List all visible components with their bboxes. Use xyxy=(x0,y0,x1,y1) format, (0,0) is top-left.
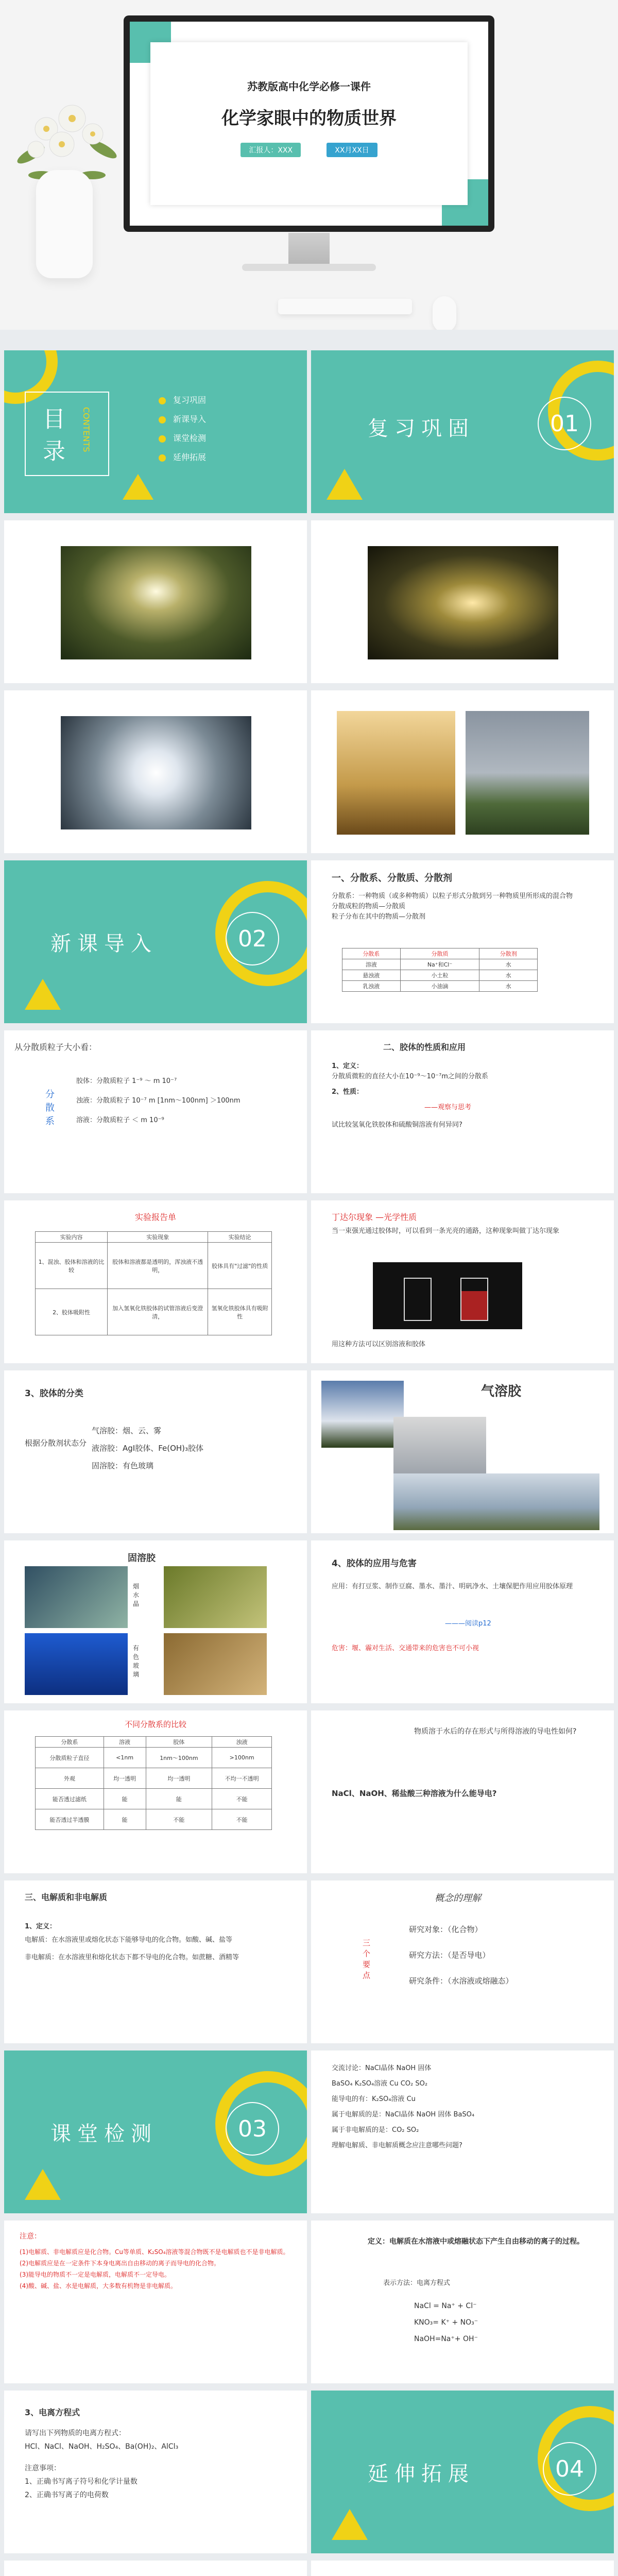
slide-classify xyxy=(4,1030,307,1193)
slide-heading: 一、分散系、分散质、分散剂 xyxy=(332,873,452,884)
monitor-frame xyxy=(124,15,494,232)
table-cell: 分散剂 xyxy=(479,948,538,959)
photo-rainbow-landscape xyxy=(466,711,589,835)
table-cell: 能 xyxy=(104,1809,146,1830)
slide-heading: 概念的理解 xyxy=(435,1893,481,1904)
toc-item[interactable]: 新课导入 xyxy=(159,413,206,425)
cover-title: 化学家眼中的物质世界 xyxy=(221,108,397,129)
section-title: 课堂检测 xyxy=(50,2122,158,2146)
text-line: 分散系：一种物质（或多种物质）以粒子形式分散到另一种物质里所形成的混合物 xyxy=(332,892,573,900)
table-cell: 能 xyxy=(104,1789,146,1809)
classify-basis: 根据分散剂状态分 xyxy=(25,1438,87,1448)
report-table xyxy=(35,1231,272,1335)
slide-heading: 实验报告单 xyxy=(134,1212,176,1222)
toc-item[interactable]: 复习巩固 xyxy=(159,394,206,405)
ionize-method: 表示方法：电离方程式 xyxy=(383,2279,451,2287)
table-cell: 不均一不透明 xyxy=(212,1768,272,1789)
table-cell: 分散质 xyxy=(400,948,479,959)
slide-practice xyxy=(311,2050,614,2213)
table-cell: 外观 xyxy=(36,1768,104,1789)
text-line: 溶液：分散质粒子 ＜ m 10⁻⁹ xyxy=(76,1116,164,1124)
slide-colloid-types xyxy=(4,1370,307,1533)
photo-stained-glass xyxy=(164,1633,267,1695)
slide-equation xyxy=(4,2391,307,2553)
slide-heading: 不同分散系的比较 xyxy=(124,1720,186,1729)
note-line: 2、正确书写离子的电荷数 xyxy=(25,2491,109,2499)
definition-title: 1、定义： xyxy=(332,1062,364,1070)
tyndall-foot: 用这种方法可以区别溶液和胶体 xyxy=(332,1341,426,1348)
slide-question-2 xyxy=(311,2561,614,2576)
note-line: 1、正确书写离子符号和化学计量数 xyxy=(25,2478,138,2486)
slide-section-04 xyxy=(311,2391,614,2553)
table-cell: 分散系 xyxy=(36,1737,104,1748)
photo-label: 有色玻璃 xyxy=(133,1645,140,1678)
slide-heading: 二、胶体的性质和应用 xyxy=(383,1042,466,1052)
photo-golden-sky xyxy=(337,711,455,835)
slide-heading: 气溶胶 xyxy=(481,1384,522,1399)
table-cell: 分散质粒子直径 xyxy=(36,1748,104,1768)
slide-photo-woods xyxy=(311,520,614,683)
table-cell: 均一透明 xyxy=(104,1768,146,1789)
toc-en: CONTENTS xyxy=(81,407,91,452)
toc-title: 目录 xyxy=(39,407,65,471)
monitor-screen-cover-slide xyxy=(130,22,488,226)
slide-concept xyxy=(311,1880,614,2043)
table-cell: 胶体和溶液都是透明的，浑浊液不透明， xyxy=(108,1243,208,1289)
list-item: 研究方法：（是否导电） xyxy=(409,1951,490,1960)
photo-fog-landscape xyxy=(393,1473,599,1530)
notes-title: 注意事项： xyxy=(25,2464,61,2472)
slide-photo-rainbow xyxy=(311,690,614,853)
photo-clouds xyxy=(321,1381,404,1448)
table-cell: 氢氧化铁胶体具有吸附性 xyxy=(208,1289,272,1335)
compare-table xyxy=(35,1736,272,1830)
table-cell: 2、胶体吸附性 xyxy=(36,1289,108,1335)
slide-section-03 xyxy=(4,2050,307,2213)
photo-forest-light-rays xyxy=(61,546,251,659)
table-cell: 不能 xyxy=(212,1809,272,1830)
slide-electrolyte xyxy=(4,1880,307,2043)
text-line: 浊液：分散质粒子 10⁻⁷ m [1nm～100nm] ＞100nm xyxy=(76,1097,241,1105)
cover-presenter-badge: 汇报人：XXX xyxy=(241,143,301,157)
property-title: 2、性质： xyxy=(332,1088,364,1096)
equation: NaCl = Na⁺ + Cl⁻ xyxy=(414,2302,477,2310)
slide-review-dispersion xyxy=(311,860,614,1023)
photo-woods-sunrays xyxy=(368,546,558,659)
table-cell: 不能 xyxy=(212,1789,272,1809)
section-title: 复习巩固 xyxy=(368,417,475,440)
note-line: (3)能导电的物质不一定是电解质，电解质不一定导电。 xyxy=(20,2271,171,2278)
section-number-badge: 01 xyxy=(538,397,591,450)
toc-item[interactable]: 课堂检测 xyxy=(159,432,206,444)
slide-heading: 4、胶体的应用与危害 xyxy=(332,1558,417,1569)
monitor-stand xyxy=(288,233,330,264)
triangle-decoration xyxy=(123,474,153,500)
ionize-definition: 定义：电解质在水溶液中或熔融状态下产生自由移动的离子的过程。 xyxy=(368,2238,584,2246)
section-number-badge: 03 xyxy=(226,2102,279,2156)
table-cell: 实验结论 xyxy=(208,1232,272,1243)
list-item: 液溶胶：AgI胶体、Fe(OH)₃胶体 xyxy=(92,1444,204,1453)
section-title: 延伸拓展 xyxy=(368,2462,475,2486)
slide-tyndall xyxy=(311,1200,614,1363)
equation-prompt: 请写出下列物质的电离方程式： xyxy=(25,2429,126,2437)
table-cell: 能否透过半透膜 xyxy=(36,1809,104,1830)
question-2: NaCl、NaOH、稀盐酸三种溶液为什么能导电? xyxy=(332,1789,497,1798)
table-cell: 不能 xyxy=(146,1809,212,1830)
table-cell: 乳浊液 xyxy=(342,981,401,992)
note-line: (2)电解质应是在一定条件下本身电离出自由移动的离子而导电的化合物。 xyxy=(20,2260,220,2267)
equation-items: HCl、NaCl、NaOH、H₂SO₄、Ba(OH)₂、AlCl₃ xyxy=(25,2443,179,2451)
table-cell: 浊液 xyxy=(212,1737,272,1748)
slide-report xyxy=(4,1200,307,1363)
equation: KNO₃= K⁺ + NO₃⁻ xyxy=(414,2318,478,2327)
photo-sky-smoke xyxy=(393,1417,486,1479)
tyndall-text: 当一束强光通过胶体时，可以看到一条光亮的通路，这种现象叫做丁达尔现象 xyxy=(332,1227,560,1235)
section-number-badge: 02 xyxy=(226,912,279,965)
text-line: 属于电解质的是：NaCl晶体 NaOH 固体 BaSO₄ xyxy=(332,2111,475,2119)
slide-notes xyxy=(4,2221,307,2383)
nonelectrolyte-def: 非电解质：在水溶液里和熔化状态下都不导电的化合物。如蔗糖、酒精等 xyxy=(25,1954,239,1961)
slide-aerosol xyxy=(311,1370,614,1533)
triangle-decoration xyxy=(25,2169,61,2200)
table-cell: 水 xyxy=(479,981,538,992)
table-cell: 1nm～100nm xyxy=(146,1748,212,1768)
table-cell: 胶体 xyxy=(146,1737,212,1748)
slide-apply xyxy=(311,1540,614,1703)
slide-ionize xyxy=(311,2221,614,2383)
toc-item[interactable]: 延伸拓展 xyxy=(159,451,206,463)
text-line: 理解电解质、非电解质概念应注意哪些问题? xyxy=(332,2142,462,2149)
slide-colloid xyxy=(311,1030,614,1193)
text-line: 能导电的有：K₂SO₄溶液 Cu xyxy=(332,2095,416,2103)
table-cell: 小土粒 xyxy=(400,970,479,981)
text-line: 属于非电解质的是：CO₂ SO₂ xyxy=(332,2126,419,2134)
mouse-illustration xyxy=(433,296,456,330)
observe-note: ——观察与思考 xyxy=(424,1104,472,1111)
slide-section-01 xyxy=(311,350,614,513)
toc-list xyxy=(159,386,206,470)
table-cell: 能 xyxy=(146,1789,212,1809)
triangle-decoration xyxy=(332,2509,368,2540)
table-cell: 溶液 xyxy=(342,959,401,970)
table-cell: 溶液 xyxy=(104,1737,146,1748)
danger-text: 危害：堰、霾对生活、交通带来的危害也不可小视 xyxy=(332,1645,479,1652)
monitor-base xyxy=(242,264,376,271)
table-cell: 分散系 xyxy=(342,948,401,959)
slide-heading: 3、胶体的分类 xyxy=(25,1388,83,1399)
table-cell: 水 xyxy=(479,970,538,981)
read-link[interactable]: ———阅读p12 xyxy=(445,1620,491,1628)
slide-heading: 固溶胶 xyxy=(128,1553,156,1564)
triangle-decoration xyxy=(25,979,61,1010)
table-cell: 1、混浊、胶体和溶液的比较 xyxy=(36,1243,108,1289)
cover-subtitle: 苏教版高中化学必修一课件 xyxy=(247,80,371,93)
slide-compare xyxy=(4,1710,307,1873)
note-line: (4)酸、碱、盐、水是电解质，大多数有机物是非电解质。 xyxy=(20,2282,177,2290)
section-number-badge: 04 xyxy=(543,2442,596,2496)
photo-tyndall-experiment xyxy=(373,1262,522,1329)
question-text: 试比较氢氧化铁胶体和硫酸铜溶液有何异同? xyxy=(332,1121,462,1129)
keyboard-illustration xyxy=(278,299,412,314)
text-line: 交流讨论：NaCl晶体 NaOH 固体 xyxy=(332,2064,432,2072)
list-item: 固溶胶：有色玻璃 xyxy=(92,1461,154,1470)
table-cell: 水 xyxy=(479,959,538,970)
slide-heading: 注意： xyxy=(20,2232,41,2241)
section-title: 新课导入 xyxy=(50,932,158,956)
table-cell: 胶体具有"过滤"的性质 xyxy=(208,1243,272,1289)
table-cell: >100nm xyxy=(212,1748,272,1768)
table-cell: 悬浊液 xyxy=(342,970,401,981)
apply-text: 应用：有打豆浆、制作豆腐、墨水、墨汁、明矾净水、土壤保肥作用应用胶体原理 xyxy=(332,1583,573,1590)
text-line: BaSO₄ K₂SO₄溶液 Cu CO₂ SO₂ xyxy=(332,2080,428,2088)
text-line: 分散成粒的物质—分散质 xyxy=(332,903,406,910)
vase-illustration xyxy=(36,170,93,278)
slide-section-02 xyxy=(4,860,307,1023)
slide-conduct xyxy=(311,1710,614,1873)
photo-tree-canopy-light xyxy=(61,716,251,829)
table-cell: 加入氢氧化铁胶体的试管溶液后变澄清， xyxy=(108,1289,208,1335)
text-line: 粒子分布在其中的物质—分散剂 xyxy=(332,913,426,921)
definition-title: 1、定义： xyxy=(25,1923,57,1930)
list-item: 研究对象：（化合物） xyxy=(409,1925,483,1934)
table-cell: 小油滴 xyxy=(400,981,479,992)
slide-toc xyxy=(4,350,307,513)
equation: NaOH=Na⁺+ OH⁻ xyxy=(414,2335,478,2343)
table-cell: 均一透明 xyxy=(146,1768,212,1789)
list-item: 气溶胶：烟、云、雾 xyxy=(92,1426,162,1435)
three-points-label: 三个要点 xyxy=(363,1938,371,1980)
cover-date-badge: XX月XX日 xyxy=(327,143,377,157)
table-cell: <1nm xyxy=(104,1748,146,1768)
electrolyte-def: 电解质：在水溶液里或熔化状态下能够导电的化合物。如酸、碱、盐等 xyxy=(25,1936,233,1944)
side-label: 分散系 xyxy=(45,1089,55,1127)
list-item: 研究条件：（水溶液或熔融态） xyxy=(409,1976,513,1986)
triangle-decoration xyxy=(327,469,363,500)
slide-heading: 三、电解质和非电解质 xyxy=(25,1892,108,1902)
slide-solid-sol xyxy=(4,1540,307,1703)
slide-question-1 xyxy=(4,2561,307,2576)
slide-heading: 3、电离方程式 xyxy=(25,2408,80,2417)
table-cell: 实验现象 xyxy=(108,1232,208,1243)
text-line: 胶体：分散质粒子 1⁻⁹ ～ m 10⁻⁷ xyxy=(76,1077,177,1085)
hero-cover-mockup xyxy=(0,0,618,330)
table-cell: 能否透过滤纸 xyxy=(36,1789,104,1809)
note-line: (1)电解质、非电解质应是化合物。Cu等单质、K₂SO₄溶液等混合物既不是电解质也不是非电解质。 xyxy=(20,2248,289,2256)
photo-blue-cups xyxy=(25,1633,128,1695)
question-1: 物质溶于水后的存在形式与所得溶液的导电性如何? xyxy=(414,1727,577,1736)
photo-label: 烟水晶 xyxy=(133,1583,140,1607)
slide-heading: 丁达尔现象 —光学性质 xyxy=(332,1212,417,1222)
slide-photo-canopy xyxy=(4,690,307,853)
dispersion-table xyxy=(342,948,538,992)
table-cell: 实验内容 xyxy=(36,1232,108,1243)
table-cell: Na⁺和Cl⁻ xyxy=(400,959,479,970)
slide-photo-forest xyxy=(4,520,307,683)
slide-heading: 从分散质粒子大小看： xyxy=(14,1042,97,1052)
definition-text: 分散质微粒的直径大小在10⁻⁹～10⁻⁷m之间的分散系 xyxy=(332,1073,488,1080)
photo-smoky-quartz xyxy=(25,1566,128,1628)
photo-green-crystal xyxy=(164,1566,267,1628)
